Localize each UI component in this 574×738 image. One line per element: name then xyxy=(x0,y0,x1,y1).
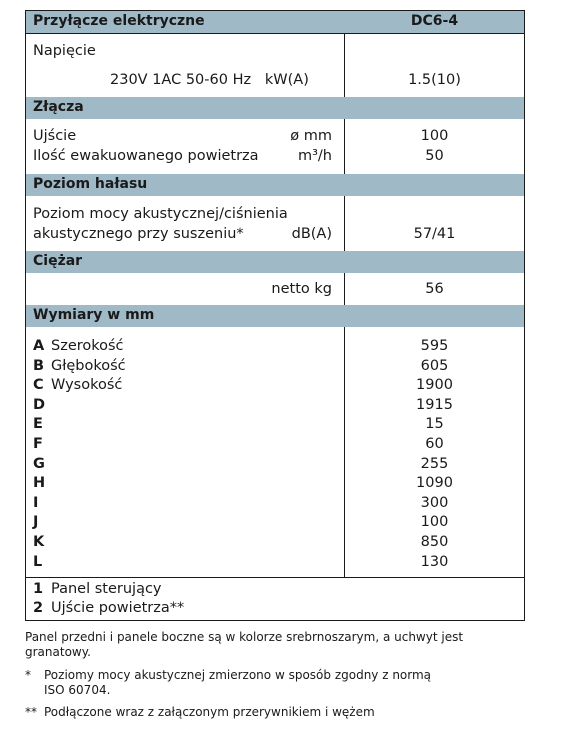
header-title: Przyłącze elektryczne xyxy=(33,13,205,29)
legend-label: Ujście powietrza** xyxy=(51,600,185,616)
dimension-label xyxy=(33,434,51,454)
divider xyxy=(26,33,524,34)
weight-header xyxy=(26,251,524,273)
dimension-key: I xyxy=(33,494,39,511)
dimension-value: 1900 xyxy=(416,377,453,394)
airflow-value: 50 xyxy=(425,148,444,164)
divider xyxy=(26,577,524,578)
dimension-value: 595 xyxy=(420,338,449,354)
dimension-label xyxy=(33,395,51,415)
noise-line2: akustycznego przy suszeniu* xyxy=(33,226,244,242)
airflow-label: Ilość ewakuowanego powietrza xyxy=(33,148,259,164)
dimension-key: L xyxy=(33,553,43,570)
dimension-key: G xyxy=(33,455,45,472)
outlet-value: 100 xyxy=(420,128,449,144)
noise-header xyxy=(26,174,524,196)
noise-unit: dB(A) xyxy=(291,226,332,242)
dimension-value: 1915 xyxy=(416,396,453,413)
outlet-unit: ø mm xyxy=(290,128,332,144)
dimensions-header xyxy=(26,305,524,327)
dimension-value: 605 xyxy=(420,357,449,374)
connections-title: Złącza xyxy=(33,99,84,115)
weight-label: netto kg xyxy=(271,281,332,297)
legend-label: Panel sterujący xyxy=(51,581,162,597)
dimension-key: K xyxy=(33,534,45,550)
header-row xyxy=(26,11,524,33)
dimension-key: C xyxy=(33,377,44,394)
dimension-value: 300 xyxy=(420,494,449,511)
dimension-key: B xyxy=(33,357,45,374)
dimension-label xyxy=(33,414,51,434)
dimension-value: 15 xyxy=(425,416,444,433)
dimension-label xyxy=(33,512,51,532)
dimension-key: F xyxy=(33,436,43,452)
dimension-value: 100 xyxy=(420,514,449,531)
dimension-label xyxy=(33,532,51,552)
legend-key: 2 xyxy=(33,600,44,616)
dimension-value: 130 xyxy=(420,553,449,570)
outlet-label: Ujście xyxy=(33,128,77,144)
dimension-key: A xyxy=(33,338,45,354)
airflow-unit: m³/h xyxy=(297,148,332,164)
dimension-value: 850 xyxy=(420,534,449,550)
dimension-label xyxy=(33,454,51,474)
connections-header xyxy=(26,97,524,119)
dimension-label xyxy=(33,336,124,356)
legend-item xyxy=(33,598,184,618)
dimension-label xyxy=(33,473,51,493)
dimension-label xyxy=(33,493,51,513)
note-star2-mark: ** xyxy=(25,705,37,719)
legend-item xyxy=(33,579,162,599)
dimensions-title: Wymiary w mm xyxy=(33,307,155,323)
noise-line1: Poziom mocy akustycznej/ciśnienia xyxy=(33,206,288,222)
dimension-name: Wysokość xyxy=(51,377,123,394)
note-star1-line2: ISO 60704. xyxy=(44,683,111,697)
noise-title: Poziom hałasu xyxy=(33,176,148,192)
dimension-key: E xyxy=(33,416,43,433)
spec-table xyxy=(25,10,525,621)
weight-value: 56 xyxy=(425,281,444,297)
note-main: Panel przedni i panele boczne są w kolorze srebrnoszarym, a uchwyt jest granatowy. xyxy=(25,630,464,659)
dimension-key: D xyxy=(33,396,46,413)
note-star2: Podłączone wraz z załączonym przerywnikiem i wężem xyxy=(44,705,375,719)
header-model: DC6-4 xyxy=(410,13,459,29)
dimension-value: 60 xyxy=(425,436,444,452)
dimension-name: Szerokość xyxy=(51,338,124,354)
dimension-value: 255 xyxy=(420,455,449,472)
dimension-key: J xyxy=(33,514,39,531)
legend-key: 1 xyxy=(33,581,44,597)
noise-value: 57/41 xyxy=(413,226,456,242)
weight-title: Ciężar xyxy=(33,253,83,269)
dimension-label xyxy=(33,356,126,376)
dimension-key: H xyxy=(33,475,46,492)
dimension-label xyxy=(33,552,51,572)
dimension-name: Głębokość xyxy=(51,357,126,374)
note-star1-line1: Poziomy mocy akustycznej zmierzono w sposób zgodny z normą xyxy=(44,668,432,682)
voltage-spec: 230V 1AC 50-60 Hz kW(A) xyxy=(110,72,309,88)
voltage-label: Napięcie xyxy=(33,43,96,59)
dimension-value: 1090 xyxy=(416,475,453,492)
dimension-label xyxy=(33,375,122,395)
voltage-value: 1.5(10) xyxy=(408,72,461,88)
note-star1-mark: * xyxy=(25,668,31,682)
